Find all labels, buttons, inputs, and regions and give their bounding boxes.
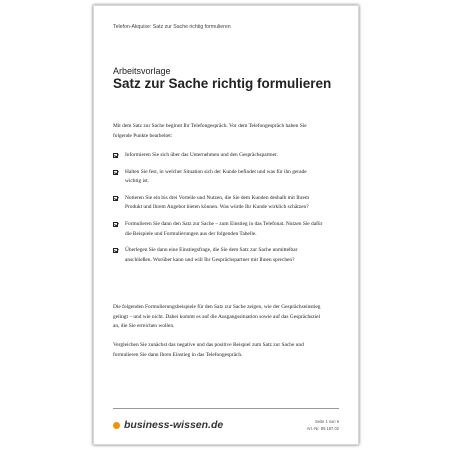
- body-paragraph-1: Die folgenden Formulierungsbeispiele für den Satz zur Sache zeigen, wie der Gesprächseinstieg gelingt – und wie nicht. Dabei kommt es auf die Ausgangssituation sowie auf das Gesprächsziel an, die Sie erreichen wollen.: [113, 304, 321, 330]
- checklist-item: [113, 246, 323, 265]
- checklist-item: [113, 194, 323, 213]
- footer-divider: [113, 408, 339, 409]
- body-paragraph-2: Vergleichen Sie zunächst das negative und das positive Beispiel zum Satz zur Sache und formulieren Sie dann Ihren Einstieg in das Telefongespräch.: [113, 342, 304, 358]
- checkbox-checked-icon: [113, 222, 118, 227]
- checklist-item-text: Halten Sie fest, in welcher Situation sich der Kunde befindet und was für ihn gerade wichtig ist.: [125, 168, 307, 185]
- checkbox-checked-icon: [113, 170, 118, 175]
- document-page: [93, 5, 359, 445]
- brand-logo: [113, 419, 223, 431]
- intro-paragraph: Mit dem Satz zur Sache beginnt Ihr Telefongespräch. Vor dem Telefongespräch haben Sie folgende Punkte bearbeitet:: [113, 123, 307, 139]
- document-kicker: Arbeitsvorlage: [113, 66, 171, 76]
- checklist-item: [113, 168, 323, 187]
- checklist-item-text: Überlegen Sie dann eine Einstiegsfrage, die Sie dem Satz zur Sache unmittelbar anschließen. Worüber kann und will Ihr Gesprächspartner mit Ihnen sprechen?: [125, 247, 298, 263]
- checklist-item: [113, 151, 323, 161]
- checklist: [113, 151, 323, 272]
- checklist-item-text: Informieren Sie sich über das Unternehmen und den Gesprächspartner.: [125, 152, 278, 158]
- logo-text: business-wissen.de: [124, 419, 224, 431]
- footer-meta: [307, 419, 339, 432]
- checkbox-checked-icon: [113, 248, 118, 253]
- page-number: Seite 1 von 6: [315, 419, 339, 424]
- running-header: Telefon-Akquise: Satz zur Sache richtig formulieren: [113, 24, 231, 30]
- checklist-item-text: Formulieren Sie dann den Satz zur Sache – zum Einstieg in das Telefonat. Nutzen Sie dafür die Beispiele und Formulierungen aus der folgenden Tabelle.: [125, 220, 323, 237]
- checklist-item: [113, 220, 323, 239]
- document-title: Satz zur Sache richtig formulieren: [113, 76, 332, 91]
- article-number: Art.-Nr. 99.197.02: [306, 425, 339, 431]
- checklist-item-text: Notieren Sie ein bis drei Vorteile und Nutzen, die Sie dem Kunden deshalb mit Ihrem Produkt und Ihrem Angebot bieten können. Was würde Ihr Kunde wirklich schätzen?: [125, 194, 310, 211]
- logo-dot-icon: [113, 422, 120, 429]
- checkbox-checked-icon: [113, 153, 118, 158]
- checkbox-checked-icon: [113, 196, 118, 201]
